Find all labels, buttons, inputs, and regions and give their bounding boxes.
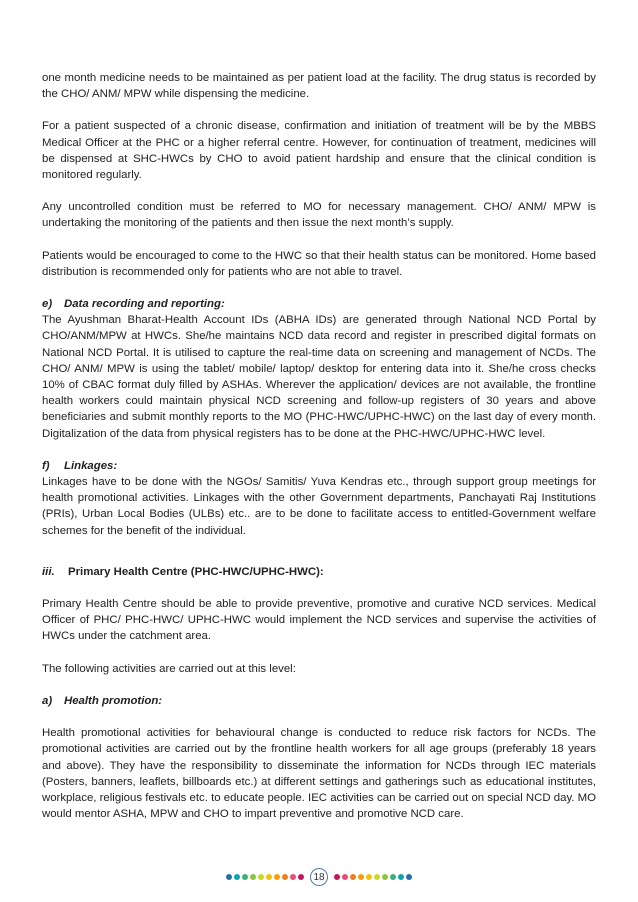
footer-dot: [342, 874, 348, 880]
paragraph-chronic-disease: For a patient suspected of a chronic disease, confirmation and initiation of treatment will be by the MBBS Medical Officer at the PHC or a higher referral centre. However, for continuation of treatment, medicines will be dispensed at SHC-HWCs by CHO to avoid patient hardship and ensure that the clinical condition is monitored regularly.: [42, 120, 596, 182]
paragraph-health-promotion: Health promotional activities for behavioural change is conducted to reduce risk factors for NCDs. The promotional activities are carried out by the frontline health workers for all age groups (preferably 18 years and above). They have the responsibility to disseminate the information for NCDs through IEC materials (Posters, banners, leaflets, billboards etc.) at different settings and gatherings such as educational institutes, workplace, religious festivals etc. to educate people. IEC activities can be carried out on special NCD day. MO would mentor ASHA, MPW and CHO to impart preventive and promotive NCD care.: [42, 727, 596, 821]
heading-letter: a): [42, 694, 53, 707]
page-number: 18: [310, 868, 328, 886]
heading-health-promotion: [42, 693, 596, 709]
paragraph-phc-intro: Primary Health Centre should be able to provide preventive, promotive and curative NCD services. Medical Officer of PHC/ PHC-HWC/ UPHC-HWC would implement the NCD services and supervise the activities of HWCs under the catchment area.: [42, 598, 596, 643]
heading-data-recording: [42, 296, 596, 312]
heading-primary-health-centre: [42, 564, 596, 580]
section-number: iii.: [42, 565, 55, 578]
footer-dot: [242, 874, 248, 880]
footer-dot: [226, 874, 232, 880]
footer-dot: [266, 874, 272, 880]
paragraph-data-recording: The Ayushman Bharat-Health Account IDs (ABHA IDs) are generated through National NCD Portal by CHO/ANM/MPW at HWCs. She/he maintains NCD data record and register in prescribed digital formats on National NCD Portal. It is utilised to capture the real-time data on screening and management of NCDs. The CHO/ ANM/ MPW is using the tablet/ mobile/ laptop/ desktop for entering data into it. She/he cross checks 10% of CBAC format duly filled by ASHAs. Wherever the application/ devices are not available, the frontline health workers could maintain physical NCD screening and follow-up registers of 30 years and above beneficiaries and submit monthly reports to the MO (PHC-HWC/UPHC-HWC) on the last day of every month. Digitalization of the data from physical registers has to be done at the PHC-HWC/UPHC-HWC level.: [42, 314, 596, 440]
footer-dot: [250, 874, 256, 880]
heading-letter: e): [42, 298, 53, 311]
footer-dot: [382, 874, 388, 880]
footer-dot: [350, 874, 356, 880]
footer-dot: [374, 874, 380, 880]
paragraph-linkages: Linkages have to be done with the NGOs/ Samitis/ Yuva Kendras etc., through support group meetings for health promotional activities. Linkages with the other Government departments, Panchayati Raj Institutions (PRIs), Urban Local Bodies (ULBs) etc.. are to be done to facilitate access to entitled-Government welfare schemes for the benefit of the individual.: [42, 476, 596, 537]
footer-dot: [282, 874, 288, 880]
paragraph-home-distribution: Patients would be encouraged to come to the HWC so that their health status can be monitored. Home based distribution is recommended only for patients who are not able to travel.: [42, 249, 596, 278]
footer-dot: [258, 874, 264, 880]
footer-dot: [334, 874, 340, 880]
paragraph-activities-line: The following activities are carried out at this level:: [42, 662, 296, 675]
footer-dot: [398, 874, 404, 880]
footer-dot: [366, 874, 372, 880]
footer-dots-right: [334, 874, 412, 880]
footer-dot: [290, 874, 296, 880]
section-title: Primary Health Centre (PHC-HWC/UPHC-HWC):: [68, 565, 324, 578]
heading-linkages: [42, 458, 596, 474]
heading-title: Data recording and reporting:: [64, 298, 225, 311]
footer-dot: [234, 874, 240, 880]
footer-dot: [390, 874, 396, 880]
heading-letter: f): [42, 459, 50, 472]
footer-dot: [358, 874, 364, 880]
heading-title: Linkages:: [64, 459, 118, 472]
paragraph-uncontrolled-condition: Any uncontrolled condition must be referred to MO for necessary management. CHO/ ANM/ MPW is undertaking the monitoring of the patients and then issue the next month’s supply.: [42, 201, 596, 230]
page-footer: [0, 866, 638, 888]
heading-title: Health promotion:: [64, 694, 163, 707]
footer-dot: [298, 874, 304, 880]
footer-dots-left: [226, 874, 304, 880]
paragraph-medicine-stock: one month medicine needs to be maintained as per patient load at the facility. The drug status is recorded by the CHO/ ANM/ MPW while dispensing the medicine.: [42, 72, 596, 101]
footer-dot: [274, 874, 280, 880]
footer-dot: [406, 874, 412, 880]
document-page: [42, 70, 596, 838]
